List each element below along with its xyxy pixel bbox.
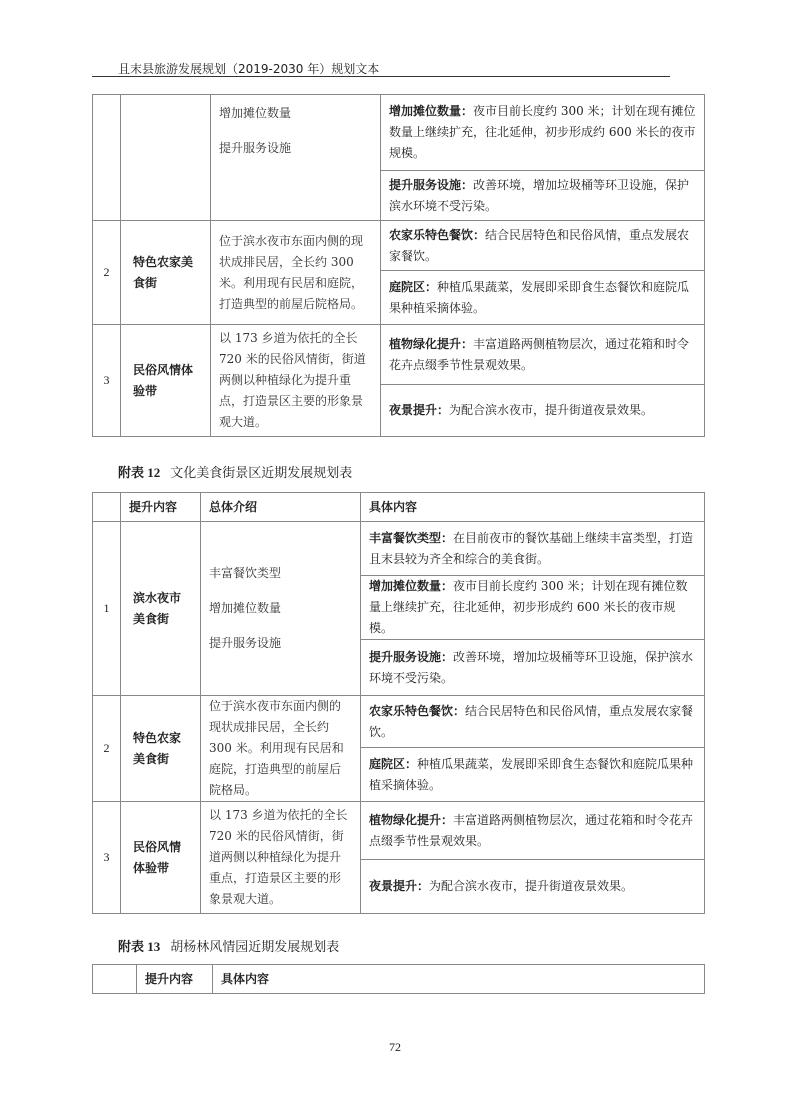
row-name bbox=[121, 95, 211, 221]
header-cell bbox=[93, 493, 121, 522]
intro-line: 丰富餐饮类型 bbox=[209, 566, 282, 580]
header-cell: 具体内容 bbox=[213, 965, 705, 994]
row-name: 特色农家美食街 bbox=[121, 221, 211, 325]
detail-label: 增加摊位数量： bbox=[389, 104, 474, 118]
row-name: 滨水夜市美食街 bbox=[121, 522, 201, 696]
detail-text: 种植瓜果蔬菜，发展即采即食生态餐饮和庭院瓜果种植采摘体验。 bbox=[389, 279, 690, 315]
detail-cell bbox=[381, 221, 705, 271]
row-intro: 位于滨水夜市东面内侧的现状成排民居，全长约 300 米。利用现有民居和庭院，打造典型的前屋后院格局。 bbox=[201, 696, 361, 802]
caption-number: 附表 12 bbox=[118, 465, 161, 480]
detail-text: 种植瓜果蔬菜，发展即采即食生态餐饮和庭院瓜果种植采摘体验。 bbox=[369, 756, 694, 792]
detail-text: 结合民居特色和民俗风情，重点发展农家餐饮。 bbox=[369, 703, 694, 739]
table-caption-12 bbox=[118, 462, 352, 481]
row-number bbox=[93, 95, 121, 221]
table-row bbox=[93, 325, 705, 385]
detail-cell bbox=[361, 696, 705, 748]
detail-label: 丰富餐饮类型： bbox=[369, 530, 454, 545]
detail-cell bbox=[381, 385, 705, 437]
table-row bbox=[93, 221, 705, 271]
detail-text: 夜市目前长度约 300 米；计划在现有摊位数量上继续扩充，往北延伸，初步形成约 600 米长的夜市规模。 bbox=[369, 579, 688, 635]
intro-line: 增加摊位数量 bbox=[209, 601, 282, 615]
header-cell: 提升内容 bbox=[121, 493, 201, 522]
detail-label: 提升服务设施： bbox=[369, 649, 454, 664]
detail-cell bbox=[361, 522, 705, 576]
row-name: 民俗风情体验带 bbox=[121, 325, 211, 437]
table-row bbox=[93, 802, 705, 860]
row-intro: 位于滨水夜市东面内侧的现状成排民居，全长约 300 米。利用现有民居和庭院，打造典型的前屋后院格局。 bbox=[211, 221, 381, 325]
detail-text: 丰富道路两侧植物层次，通过花箱和时令花卉点缀季节性景观效果。 bbox=[369, 812, 694, 848]
detail-cell bbox=[361, 748, 705, 802]
intro-line: 提升服务设施 bbox=[209, 636, 282, 650]
detail-label: 农家乐特色餐饮： bbox=[369, 703, 466, 718]
page-number: 72 bbox=[389, 1040, 401, 1054]
detail-text: 夜市目前长度约 300 米；计划在现有摊位数量上继续扩充，往北延伸，初步形成约 600 米长的夜市规模。 bbox=[389, 104, 696, 160]
header-cell: 总体介绍 bbox=[201, 493, 361, 522]
row-number: 2 bbox=[93, 221, 121, 325]
row-intro bbox=[211, 95, 381, 221]
detail-text: 结合民居特色和民俗风情，重点发展农家餐饮。 bbox=[389, 227, 690, 263]
detail-text: 改善环境，增加垃圾桶等环卫设施，保护滨水环境不受污染。 bbox=[389, 177, 690, 213]
table-row bbox=[93, 696, 705, 748]
header-cell: 具体内容 bbox=[361, 493, 705, 522]
detail-text: 丰富道路两侧植物层次，通过花箱和时令花卉点缀季节性景观效果。 bbox=[389, 336, 690, 372]
detail-label: 夜景提升： bbox=[389, 403, 450, 417]
header-cell: 提升内容 bbox=[137, 965, 213, 994]
detail-label: 庭院区： bbox=[369, 756, 418, 771]
detail-cell bbox=[381, 171, 705, 221]
caption-number: 附表 13 bbox=[118, 939, 161, 954]
detail-cell bbox=[361, 640, 705, 696]
row-number: 2 bbox=[93, 696, 121, 802]
detail-cell bbox=[381, 325, 705, 385]
detail-cell bbox=[361, 860, 705, 914]
detail-cell bbox=[381, 95, 705, 171]
table-header-row bbox=[93, 493, 705, 522]
running-header: 且末县旅游发展规划（2019-2030 年）规划文本 bbox=[118, 62, 380, 76]
row-intro: 以 173 乡道为依托的全长 720 米的民俗风情街，街道两侧以种植绿化为提升重点，打造景区主要的形象景观大道。 bbox=[201, 802, 361, 914]
detail-label: 增加摊位数量： bbox=[369, 579, 454, 593]
intro-line: 提升服务设施 bbox=[219, 141, 292, 155]
intro-line: 增加摊位数量 bbox=[219, 106, 292, 120]
row-intro bbox=[201, 522, 361, 696]
detail-label: 植物绿化提升： bbox=[389, 336, 474, 351]
table-header-row bbox=[93, 965, 705, 994]
table-continued bbox=[92, 94, 705, 437]
row-number: 3 bbox=[93, 325, 121, 437]
table-13 bbox=[92, 964, 705, 994]
row-name: 特色农家美食街 bbox=[121, 696, 201, 802]
detail-label: 庭院区： bbox=[389, 279, 438, 294]
detail-label: 提升服务设施： bbox=[389, 177, 474, 192]
table-12 bbox=[92, 492, 705, 914]
detail-text: 为配合滨水夜市，提升街道夜景效果。 bbox=[449, 403, 654, 417]
row-number: 1 bbox=[93, 522, 121, 696]
detail-cell bbox=[381, 271, 705, 325]
detail-label: 农家乐特色餐饮： bbox=[389, 227, 486, 242]
row-name: 民俗风情体验带 bbox=[121, 802, 201, 914]
detail-label: 植物绿化提升： bbox=[369, 812, 454, 827]
detail-cell bbox=[361, 802, 705, 860]
header-cell bbox=[93, 965, 137, 994]
header-rule bbox=[92, 76, 670, 77]
table-row bbox=[93, 522, 705, 576]
detail-cell bbox=[361, 576, 705, 640]
table-row bbox=[93, 95, 705, 171]
caption-text: 文化美食街景区近期发展规划表 bbox=[170, 466, 353, 481]
caption-text: 胡杨林风情园近期发展规划表 bbox=[170, 940, 340, 955]
row-intro: 以 173 乡道为依托的全长 720 米的民俗风情街，街道两侧以种植绿化为提升重点，打造景区主要的形象景观大道。 bbox=[211, 325, 381, 437]
detail-label: 夜景提升： bbox=[369, 879, 430, 893]
detail-text: 为配合滨水夜市，提升街道夜景效果。 bbox=[429, 879, 634, 893]
detail-text: 在目前夜市的餐饮基础上继续丰富类型，打造且末县较为齐全和综合的美食街。 bbox=[369, 530, 694, 566]
row-number: 3 bbox=[93, 802, 121, 914]
table-caption-13 bbox=[118, 936, 339, 955]
detail-text: 改善环境，增加垃圾桶等环卫设施，保护滨水环境不受污染。 bbox=[369, 649, 694, 685]
